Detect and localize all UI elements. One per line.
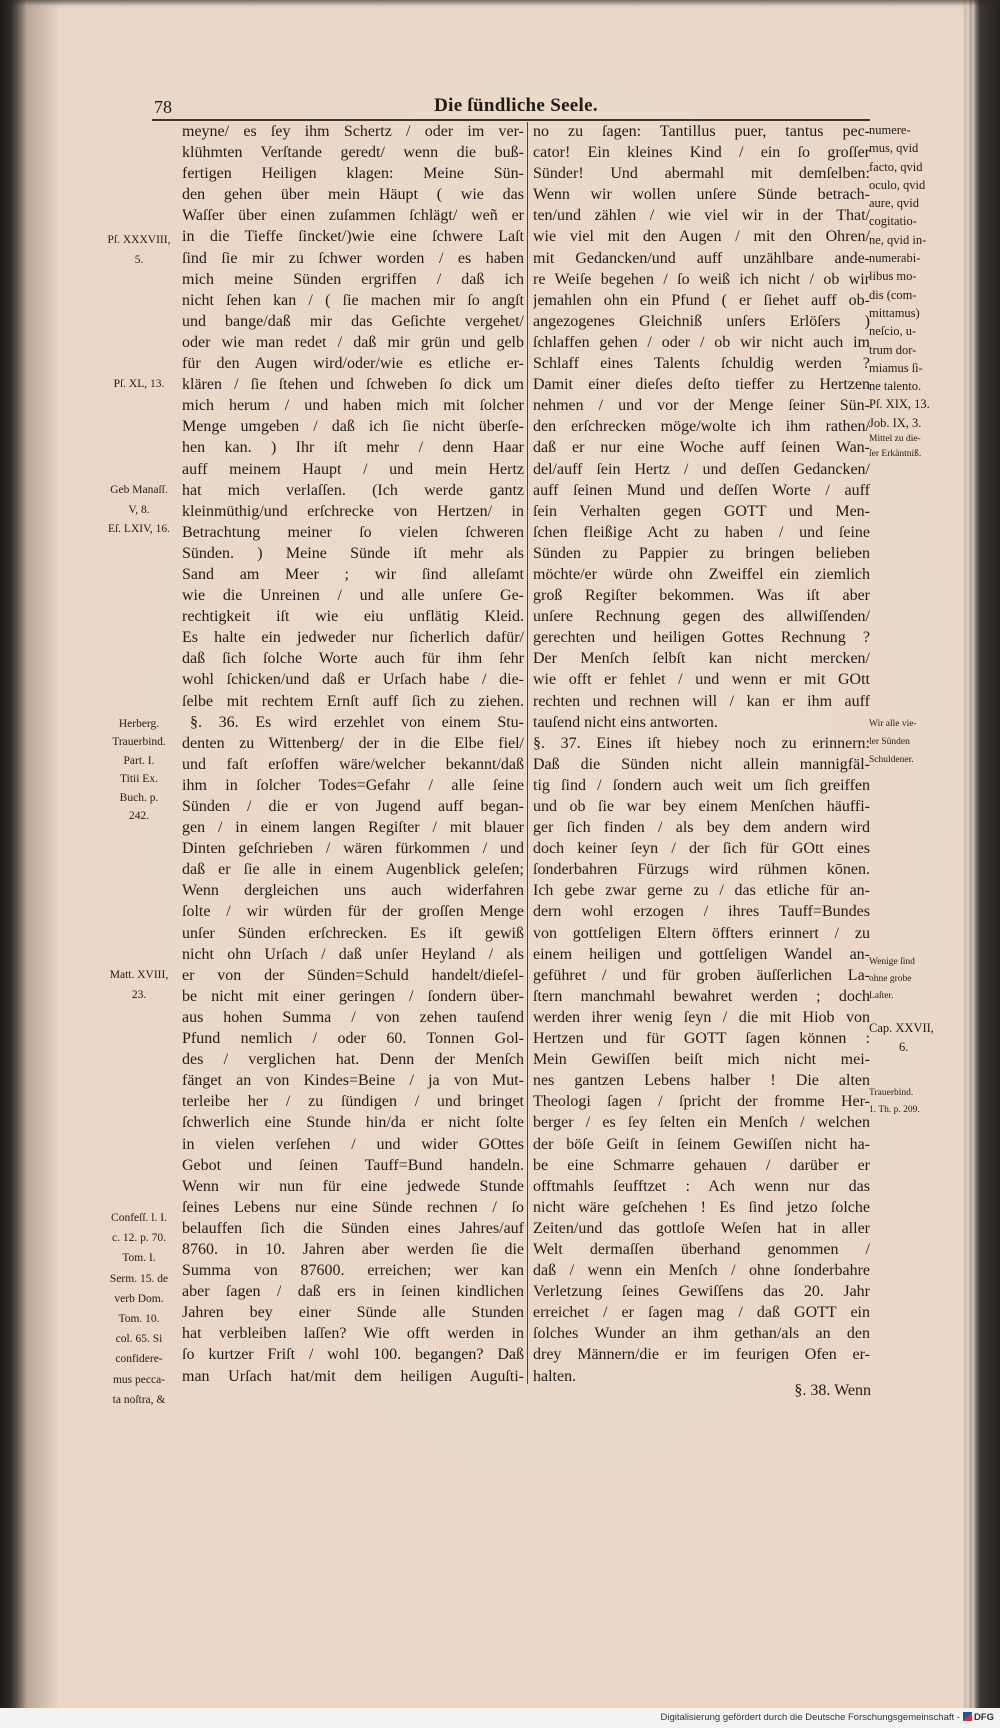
text-line: klühmten Verſtande geredt/ wenn die buß- bbox=[182, 144, 524, 162]
margin-note-line: neſcio, u- bbox=[869, 324, 917, 339]
text-line: Schlaff eines Talents ſchuldig werden ? bbox=[533, 355, 870, 373]
margin-note-line: Job. IX, 3. bbox=[869, 415, 922, 430]
text-line: er von der Sünden=Schuld handelt/dieſel- bbox=[182, 966, 524, 984]
text-line: Waſſer über einen zuſammen ſchlägt/ weñ er bbox=[182, 207, 524, 225]
text-line: auff ſeinen Mund und deſſen Worte / auff bbox=[533, 481, 870, 499]
margin-note-line: Eſ. LXIV, 16. bbox=[107, 523, 171, 535]
text-line: mich meine Sünden ergriffen / daß ich bbox=[182, 270, 524, 288]
text-line: Sünden. ) Meine Sünde iſt mehr als bbox=[182, 544, 524, 562]
text-line: den erſchrecken möge/wolte ich ihm rathen/ bbox=[533, 418, 870, 436]
margin-note-line: mus, qvid bbox=[869, 141, 919, 156]
footer-logo-text: DFG bbox=[973, 1712, 994, 1723]
margin-note-line: Pſ. XL, 13. bbox=[113, 378, 165, 390]
text-line: daß / wenn ein Menſch / ohne ſonderbahre bbox=[533, 1262, 870, 1280]
margin-note-line: Buch. p. bbox=[119, 791, 159, 804]
margin-note-line: verb Dom. bbox=[114, 1292, 164, 1305]
text-line: nicht ohn Urſach / daß unſer Heyland / als bbox=[182, 945, 524, 963]
text-line: und faſt erſoffen wäre/welcher bekannt/daß bbox=[182, 755, 524, 773]
margin-note-line: 5. bbox=[134, 254, 144, 266]
text-line: jemahlen ohn ein Pfund ( er ſiehet auff ob- bbox=[533, 291, 870, 309]
text-line: Dinten geſchrieben / wären fürkommen / und bbox=[182, 840, 524, 858]
footer-credit: Digitalisierung gefördert durch die Deutsche Forschungsgemeinschaft - bbox=[660, 1712, 960, 1723]
margin-note-line: Pſ. XXXVIII, bbox=[107, 234, 171, 246]
text-line: werden ihrer wenig ſeyn / die mit Hiob von bbox=[533, 1008, 870, 1026]
text-line: angezogenes Gleichniß unſers Erlöſers ) bbox=[533, 312, 870, 330]
text-line: ſo kurtzer Friſt / wohl 100. begangen? Daß bbox=[182, 1346, 524, 1364]
margin-note-right bbox=[869, 121, 963, 432]
margin-note-line: dis (com- bbox=[869, 287, 917, 302]
text-line: daß er ſie alle in einem Augenblick geleſen; bbox=[182, 861, 524, 879]
text-line: Wenn wir wollen unſere Sünde betrach- bbox=[533, 186, 870, 204]
margin-note-line: ſer Erkäntniß. bbox=[869, 449, 922, 459]
text-line: terleibe her / zu ſündigen / und bringet bbox=[182, 1093, 524, 1111]
margin-note-line: Matt. XVIII, bbox=[109, 969, 169, 981]
margin-note-line: Cap. XXVII, bbox=[869, 1021, 934, 1035]
margin-note-line: mus pecca- bbox=[112, 1373, 166, 1386]
text-line: Sünden zu Pappier zu bringen belieben bbox=[533, 544, 870, 562]
text-line: möchte/er würde ohn Zweiffel ein ziemlich bbox=[533, 565, 870, 583]
text-column-left bbox=[182, 121, 524, 1387]
text-column-right bbox=[533, 121, 870, 1387]
text-line: §. 36. Es wird erzehlet von einem Stu- bbox=[190, 713, 524, 731]
text-line: und ob ſie war bey einem Menſchen häuffi- bbox=[533, 798, 870, 815]
text-line: wie viel mit den Augen / mit den Ohren/ bbox=[533, 228, 870, 246]
text-line: Sünder! Und abermahl mit demſelben: bbox=[533, 165, 870, 183]
text-line: belauffen ſich die Sünden eines Jahres/auf bbox=[182, 1219, 524, 1237]
margin-note-left bbox=[96, 374, 182, 394]
margin-note-line: Herberg. bbox=[118, 718, 160, 730]
margin-note-left bbox=[96, 965, 182, 1005]
margin-note-line: Geb Manaſſ. bbox=[110, 484, 168, 496]
text-line: del/auff ſein Hertz / und deſſen Gedancken/ bbox=[533, 460, 870, 478]
margin-note-line: numere- bbox=[869, 123, 911, 137]
text-line: ſolte / wir würden für der groſſen Menge bbox=[182, 903, 524, 921]
margin-note-right bbox=[869, 715, 963, 769]
text-line: hat mich verlaſſen. (Ich werde gantz bbox=[182, 481, 524, 499]
margin-note-line: ne talento. bbox=[869, 379, 922, 394]
text-line: gen / in einem langen Regiſter / mit blauer bbox=[182, 819, 524, 837]
text-line: be eine Schmarre gehauen / darüber er bbox=[533, 1156, 870, 1174]
text-line: wohl ſchicken/und daß er Urſach habe / die- bbox=[182, 671, 524, 689]
margin-note-line: Tom. 10. bbox=[118, 1313, 160, 1326]
text-line: den gehen über mein Häupt ( wie das bbox=[182, 186, 524, 204]
margin-note-line: 1. Th. p. 209. bbox=[869, 1105, 920, 1115]
text-line: denten zu Wittenberg/ der in die Elbe fiel/ bbox=[182, 734, 524, 752]
text-line: Sünden / die er von Jugend auff began- bbox=[182, 798, 524, 815]
text-line: wie offt er fehlet / und wenn er mit GOtt bbox=[533, 671, 870, 689]
margin-note-line: Trauerbind. bbox=[112, 736, 166, 749]
text-line: Welt dermaſſen überhand genommen / bbox=[533, 1240, 870, 1258]
text-line: no zu ſagen: Tantillus puer, tantus pec- bbox=[533, 123, 870, 140]
text-line: von gottſeligen Eltern öffters erinnert / zu bbox=[533, 924, 870, 942]
text-line: meyne/ es ſey ihm Schertz / oder im ver- bbox=[182, 123, 524, 140]
digitization-footer bbox=[0, 1708, 1000, 1728]
margin-note-right bbox=[869, 954, 963, 1005]
page-edge-stack bbox=[962, 0, 1000, 1708]
text-line: ſchen fleißige Acht zu haben / und ſeine bbox=[533, 523, 870, 541]
column-divider bbox=[527, 122, 528, 1384]
text-line: klären / ſie ſtehen und ſchweben ſo dick um bbox=[182, 376, 524, 394]
text-line: einem heiligen und gottſeligen Wandel an- bbox=[533, 945, 870, 963]
text-line: Mein Gewiſſen beiſt mich nicht mei- bbox=[533, 1051, 870, 1069]
text-line: ſchlaffen gehen / oder / ob wir nicht auch im bbox=[533, 333, 870, 351]
text-line: offtmahls ſeufftzet : Ach wenn nur das bbox=[533, 1177, 870, 1195]
text-line: hat verbleiben laſſen? Wie offt werden in bbox=[182, 1325, 524, 1343]
text-line: nehmen / und vor der Menge ſeiner Sün- bbox=[533, 397, 870, 415]
margin-note-line: Laſter. bbox=[869, 991, 894, 1001]
text-line: ſtern manchmahl bewahret werden ; doch bbox=[533, 987, 870, 1005]
text-line: nicht ſehen kan / ( ſie machen mir ſo angſt bbox=[182, 291, 524, 309]
margin-note-line: Titii Ex. bbox=[120, 773, 158, 786]
text-line: unſer Sünden erſchrecken. Es iſt gewiß bbox=[182, 924, 524, 942]
page-top-edge bbox=[0, 0, 1000, 6]
margin-note-line: Trauerbind. bbox=[869, 1088, 914, 1098]
margin-note-line: Mittel zu die- bbox=[869, 434, 921, 444]
book-binding-shadow bbox=[0, 0, 60, 1708]
text-line: halten. bbox=[533, 1367, 577, 1385]
text-line: nes gantzen Lebens halber ! Die alten bbox=[533, 1072, 870, 1090]
margin-note-line: numerabi- bbox=[869, 251, 921, 266]
margin-note-line: c. 12. p. 70. bbox=[112, 1232, 166, 1245]
text-line: ſein Verhalten gegen GOTT und Men- bbox=[533, 502, 870, 520]
margin-note-line: 6. bbox=[899, 1040, 909, 1054]
text-line: §. 37. Eines iſt hiebey noch zu erinnern: bbox=[533, 734, 870, 752]
text-line: mit Gedancken/und auff unzählbare ande- bbox=[533, 249, 870, 267]
text-line: Menge umgeben / daß ich ſie nicht überſe- bbox=[182, 418, 524, 436]
margin-note-line: facto, qvid bbox=[869, 159, 923, 174]
text-line: kleinmüthig/und erſchrecke von Hertzen/ in bbox=[182, 502, 524, 520]
margin-note-line: Pſ. XIX, 13. bbox=[869, 397, 930, 412]
text-line: Verletzung ſeines Gewiſſens das 20. Jahr bbox=[533, 1283, 870, 1301]
text-line: ſolches Wunder an ihm gethan/als an den bbox=[533, 1325, 870, 1343]
margin-note-line: aure, qvid bbox=[869, 196, 919, 211]
text-line: man Urſach hat/mit dem heiligen Auguſti- bbox=[182, 1367, 524, 1385]
text-line: fertigen Heiligen klagen: Meine Sün- bbox=[182, 165, 524, 183]
margin-note-line: ohne grobe bbox=[869, 974, 912, 984]
text-line: ſelbe mit rechtem Ernſt auff ſich zu ziehen. bbox=[182, 692, 524, 710]
text-line: ten/und zählen / wie viel wir in der That/ bbox=[533, 207, 870, 225]
text-line: Pfund nemlich / oder 60. Tonnen Gol- bbox=[182, 1030, 524, 1048]
text-line: wie die Unreinen / und alle unſere Ge- bbox=[182, 587, 524, 605]
margin-note-left bbox=[96, 715, 182, 825]
margin-note-line: Tom. I. bbox=[122, 1252, 156, 1265]
text-line: auff meinem Haupt / und mein Hertz bbox=[182, 460, 524, 478]
text-line: Hertzen und für GOTT ſagen können : bbox=[533, 1030, 870, 1048]
text-line: ihm in ſolcher Todes=Gefahr / alle ſeine bbox=[182, 776, 524, 794]
text-line: 8760. in 10. Jahren aber werden ſie die bbox=[182, 1240, 524, 1258]
margin-note-left bbox=[96, 481, 182, 540]
running-title: Die ſündliche Seele. bbox=[434, 95, 598, 116]
text-line: ſonderbahren Fürzugs wird rühmen kōnen. bbox=[533, 861, 870, 879]
margin-note-line: Wenige ſind bbox=[869, 957, 915, 967]
margin-note-line: libus mo- bbox=[869, 269, 917, 284]
margin-note-line: Confeſſ. l. I. bbox=[111, 1212, 167, 1224]
text-line: daß ſich ſolche Worte auch für ihm ſehr bbox=[182, 650, 524, 668]
margin-note-line: Serm. 15. de bbox=[109, 1272, 169, 1285]
margin-note-line: ne, qvid in- bbox=[869, 232, 927, 247]
page-number: 78 bbox=[154, 97, 172, 117]
text-line: in vielen verſehen / und wider GOttes bbox=[182, 1135, 524, 1153]
margin-note-line: confidere- bbox=[115, 1353, 163, 1366]
text-line: der böſe Geiſt in ſeinem Gewiſſen nicht ha- bbox=[533, 1135, 870, 1153]
margin-note-line: Schuldener. bbox=[869, 755, 914, 765]
margin-note-left bbox=[96, 1208, 182, 1410]
text-line: ger ſich finden / als bey dem andern wird bbox=[533, 819, 870, 837]
text-line: Ich gebe zwar gerne zu / das etliche für an- bbox=[533, 882, 870, 900]
text-line: drey Männern/die er im feurigen Ofen er- bbox=[533, 1346, 870, 1364]
text-line: geführet / und für groben äuſſerlichen La- bbox=[533, 966, 870, 984]
text-line: cator! Ein kleines Kind / ein ſo groſſer bbox=[533, 144, 870, 162]
margin-note-line: cogitatio- bbox=[869, 214, 917, 229]
text-line: ſchwerlich eine Stunde hin/da er nicht ſolte bbox=[182, 1114, 524, 1132]
text-line: rechtigkeit iſt wie eiu unflätig Kleid. bbox=[182, 608, 524, 626]
text-line: Damit einer dieſes deſto tieffer zu Hertzen bbox=[533, 376, 870, 394]
margin-note-right bbox=[869, 432, 963, 462]
text-line: hen kan. ) Ihr iſt mehr / denn Haar bbox=[182, 439, 524, 457]
text-line: Wenn wir nun für eine jedwede Stunde bbox=[182, 1177, 524, 1195]
text-line: be nicht mit einer geringen / ſondern über- bbox=[182, 987, 524, 1005]
text-line: dern wohl erzogen / ihres Tauff=Bundes bbox=[533, 903, 870, 921]
text-line: Zeiten/und das gottloſe Weſen hat in aller bbox=[533, 1219, 870, 1237]
text-line: Gebot und ſeinen Tauff=Bund handeln. bbox=[182, 1156, 524, 1174]
margin-note-left bbox=[96, 230, 182, 270]
text-line: aus hohen Summa / von zehen tauſend bbox=[182, 1008, 524, 1026]
text-line: Sand am Meer ; wir ſind alleſamt bbox=[182, 565, 524, 583]
text-line: ſeines Lebens nur eine Sünde rechnen / ſo bbox=[182, 1198, 524, 1216]
margin-note-line: ta noſtra, & bbox=[112, 1393, 166, 1406]
margin-note-line: Wir alle vie- bbox=[869, 719, 917, 729]
text-line: aber ſagen / daß ers in ſeinen kindlichen bbox=[182, 1283, 524, 1301]
margin-note-line: col. 65. Si bbox=[115, 1333, 163, 1346]
text-line: in die Tieffe ſincket/)wie eine ſchwere Laſt bbox=[182, 228, 524, 246]
dfg-logo-icon bbox=[963, 1712, 972, 1721]
margin-note-right bbox=[869, 1085, 963, 1119]
text-line: Summa von 87600. erreichen; wer kan bbox=[182, 1262, 524, 1280]
text-line: erreichet / er ſagen mag / daß GOTT ein bbox=[533, 1304, 870, 1322]
text-line: des / verglichen hat. Denn der Menſch bbox=[182, 1051, 524, 1069]
text-line: für den Augen wird/oder/wie es etliche er- bbox=[182, 355, 524, 373]
margin-note-right bbox=[869, 1019, 963, 1057]
margin-note-line: Part. I. bbox=[123, 754, 155, 767]
margin-note-line: mittamus) bbox=[869, 305, 920, 320]
text-line: tig ſind / ſondern auch weit um ſich greiffen bbox=[533, 776, 870, 794]
margin-note-line: 23. bbox=[131, 989, 147, 1001]
catchword: §. 38. Wenn bbox=[794, 1382, 871, 1399]
text-line: tauſend nicht eins antworten. bbox=[533, 713, 718, 731]
text-line: ſind ſie mir zu ſchwer worden / es haben bbox=[182, 249, 524, 267]
margin-note-line: 242. bbox=[128, 810, 150, 823]
text-line: Es halte ein jedweder nur ſicherlich dafür/ bbox=[182, 629, 524, 647]
text-line: oder wie man redet / daß mir grün und gelb bbox=[182, 333, 524, 351]
text-line: rechten und rechnen will / kan er ihm auff bbox=[533, 692, 870, 710]
text-line: nicht wäre geſchehen ! Es ſind jetzo ſolche bbox=[533, 1198, 870, 1216]
margin-note-line: ler Sünden bbox=[869, 737, 910, 747]
margin-note-line: oculo, qvid bbox=[869, 177, 926, 192]
text-line: Der Menſch ſelbſt kan nicht mercken/ bbox=[533, 650, 870, 668]
margin-note-line: miamus ſi- bbox=[869, 360, 923, 375]
text-line: Betrachtung meiner ſo vielen ſchweren bbox=[182, 523, 524, 541]
margin-note-line: V, 8. bbox=[128, 503, 150, 516]
text-line: re Weiſe begehen / ſo weiß ich nicht / ob wir bbox=[533, 270, 870, 288]
text-line: gerechten und heiligen Gottes Rechnung ? bbox=[533, 629, 870, 647]
text-line: fänget an von Kindes=Beine / ja von Mut- bbox=[182, 1072, 524, 1090]
text-line: Jahren bey einer Sünde alle Stunden bbox=[182, 1304, 524, 1322]
text-line: berger / es ſey ſelten ein Menſch / welchen bbox=[533, 1114, 870, 1132]
text-line: Wenn dergleichen uns auch widerfahren bbox=[182, 882, 524, 900]
text-line: und bange/daß mir das Geſichte vergehet/ bbox=[182, 312, 524, 330]
text-line: groß Regiſter bekommen. Was iſt aber bbox=[533, 587, 870, 605]
text-line: unſere Rechnung gegen des allwiſſenden/ bbox=[533, 608, 870, 626]
text-line: Theologi ſagen / ſpricht der fromme Her- bbox=[533, 1093, 870, 1111]
text-line: Daß die Sünden nicht allein mannigfäl- bbox=[533, 755, 870, 773]
margin-note-line: trum dor- bbox=[869, 342, 917, 357]
text-line: mich herum / und haben mich mit ſolcher bbox=[182, 397, 524, 415]
text-line: daß er nur eine Woche auff ſeinen Wan- bbox=[533, 439, 870, 457]
text-line: doch keiner ſeyn / der ſich für GOtt eines bbox=[533, 840, 870, 858]
